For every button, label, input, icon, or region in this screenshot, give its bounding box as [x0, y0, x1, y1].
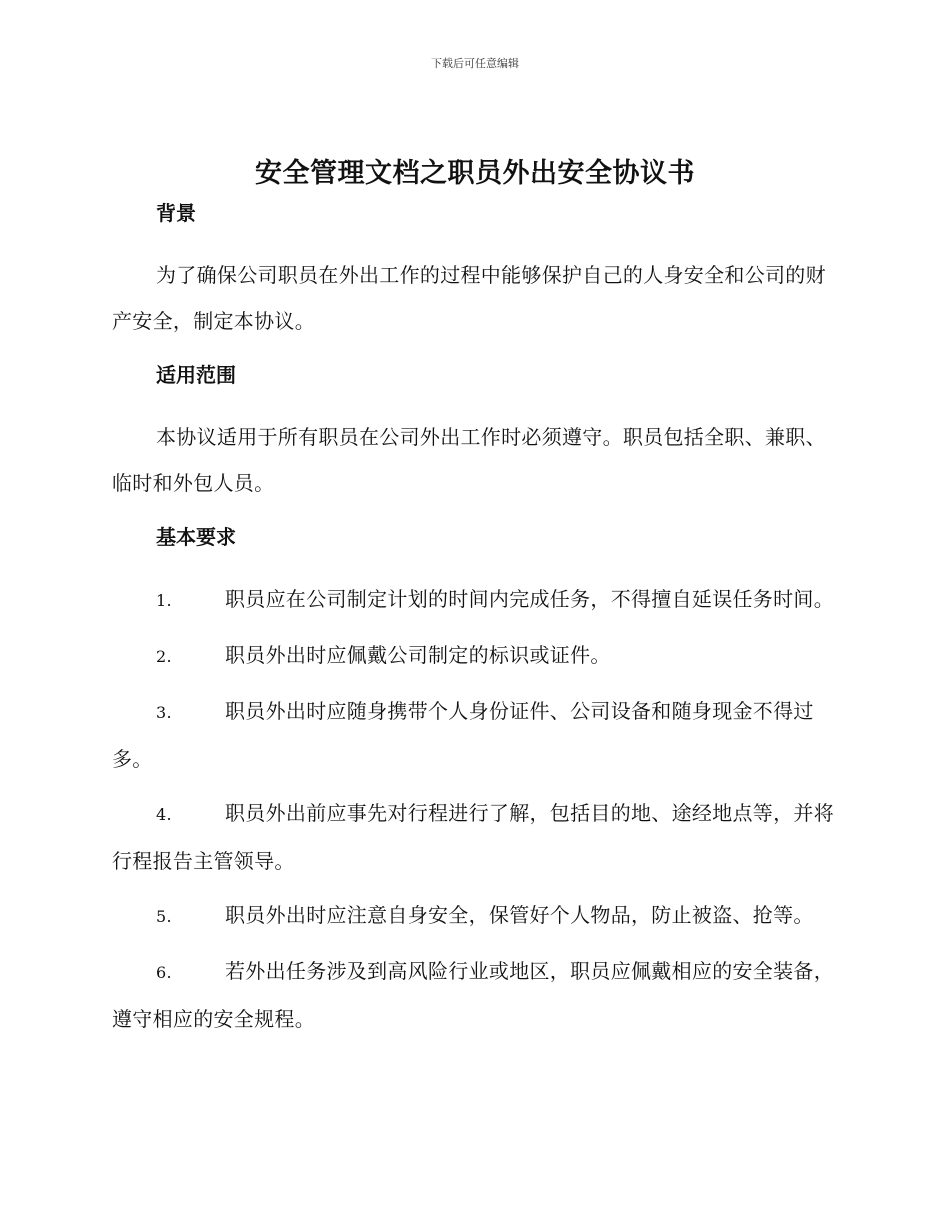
list-text: 职员外出前应事先对行程进行了解，包括目的地、途经地点等，并将行程报告主管领导。	[112, 801, 834, 873]
list-text: 若外出任务涉及到高风险行业或地区，职员应佩戴相应的安全装备，遵守相应的安全规程。	[112, 959, 834, 1031]
section-background	[112, 198, 834, 360]
list-item	[112, 632, 834, 680]
section-requirements	[112, 522, 834, 1042]
list-number: 3.	[156, 703, 172, 722]
list-item	[112, 790, 834, 884]
section-heading: 适用范围	[156, 363, 236, 387]
section-heading: 背景	[156, 201, 196, 225]
list-item	[112, 948, 834, 1042]
header-note: 下载后可任意编辑	[431, 57, 519, 70]
list-item	[112, 576, 834, 624]
list-item	[112, 892, 834, 940]
list-item	[112, 688, 834, 782]
section-heading: 基本要求	[156, 525, 236, 549]
section-scope	[112, 360, 834, 522]
document-title: 安全管理文档之职员外出安全协议书	[255, 158, 695, 189]
list-number: 1.	[156, 591, 172, 610]
list-number: 2.	[156, 647, 172, 666]
list-text: 职员外出时应注意自身安全，保管好个人物品，防止被盗、抢等。	[225, 903, 814, 927]
list-text: 职员外出时应佩戴公司制定的标识或证件。	[225, 643, 611, 667]
list-text: 职员应在公司制定计划的时间内完成任务，不得擅自延误任务时间。	[225, 587, 834, 611]
list-number: 5.	[156, 907, 172, 926]
paragraph: 本协议适用于所有职员在公司外出工作时必须遵守。职员包括全职、兼职、临时和外包人员。	[112, 425, 826, 495]
list-number: 6.	[156, 963, 172, 982]
paragraph: 为了确保公司职员在外出工作的过程中能够保护自己的人身安全和公司的财产安全，制定本协议。	[112, 263, 826, 333]
list-number: 4.	[156, 805, 172, 824]
list-text: 职员外出时应随身携带个人身份证件、公司设备和随身现金不得过多。	[112, 699, 814, 771]
document-body	[112, 198, 834, 1042]
